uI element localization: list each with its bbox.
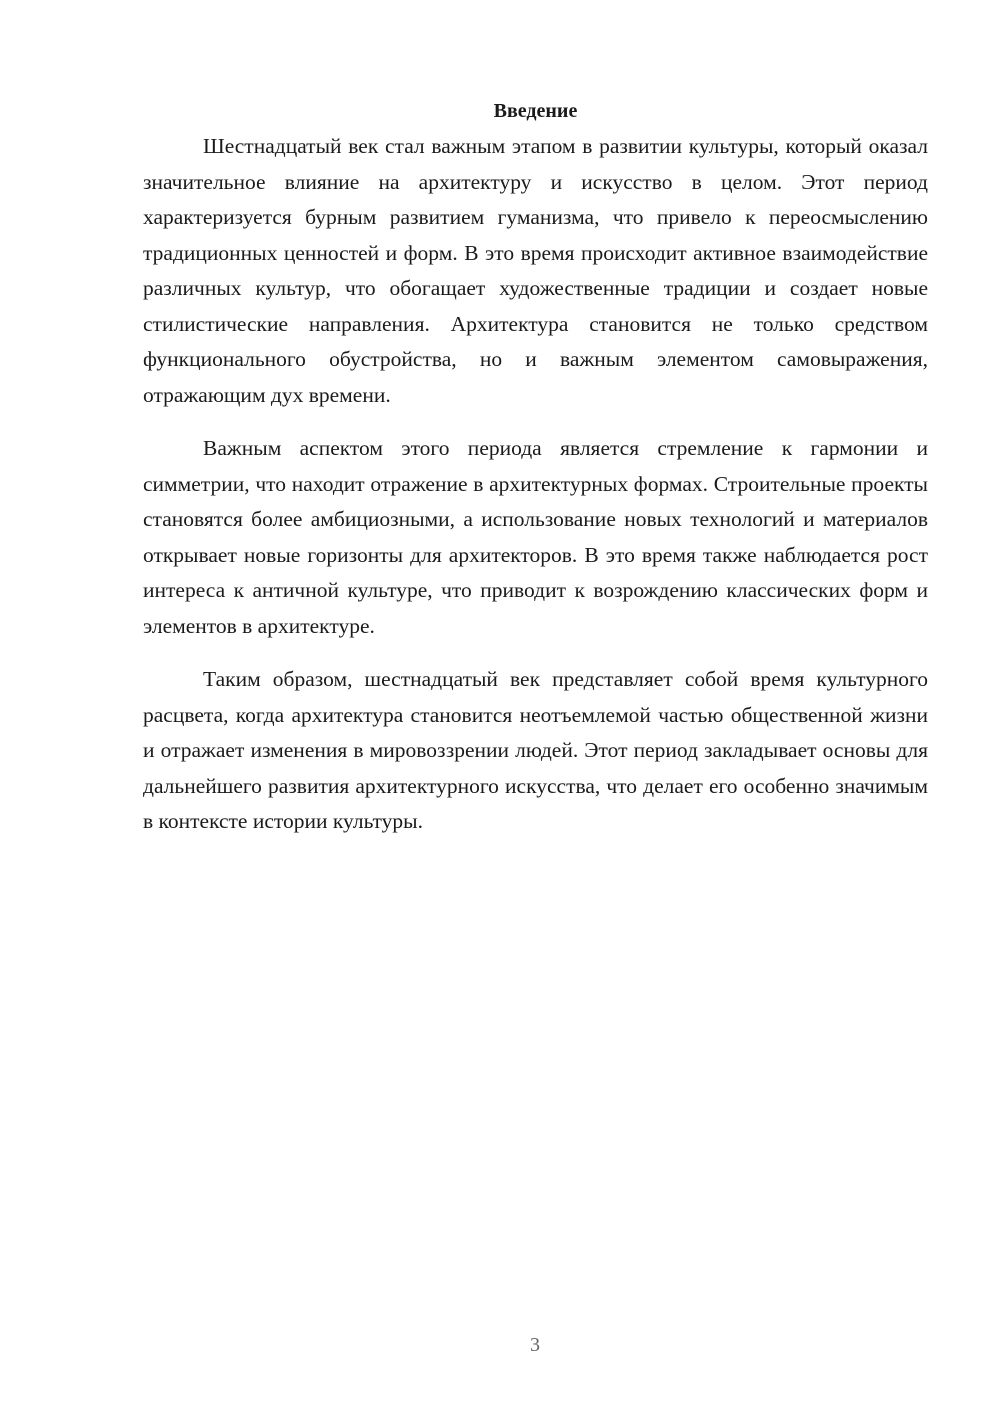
paragraph-3: Таким образом, шестнадцатый век представляет собой время культурного расцвета, когда архитектура становится неотъемлемой частью общественной жизни и отражает изменения в мировоззрении людей. Этот период закладывает основы для дальнейшего развития архитектурного искусства, что делает его особенно значимым в контексте истории культуры. (143, 667, 928, 833)
paragraph-1: Шестнадцатый век стал важным этапом в развитии культуры, который оказал значительное влияние на архитектуру и искусство в целом. Этот период характеризуется бурным развитием гуманизма, что привело к переосмыслению традиционных ценностей и форм. В это время происходит активное взаимодействие различных культур, что обогащает художественные традиции и создает новые стилистические направления. Архитектура становится не только средством функционального обустройства, но и важным элементом самовыражения, отражающим дух времени. (143, 134, 928, 407)
page-content (143, 93, 928, 858)
section-heading: Введение (493, 100, 578, 122)
page-number: 3 (530, 1334, 540, 1356)
paragraph-2: Важным аспектом этого периода является стремление к гармонии и симметрии, что находит отражение в архитектурных формах. Строительные проекты становятся более амбициозными, а использование новых технологий и материалов открывает новые горизонты для архитекторов. В это время также наблюдается рост интереса к античной культуре, что приводит к возрождению классических форм и элементов в архитектуре. (143, 436, 928, 638)
